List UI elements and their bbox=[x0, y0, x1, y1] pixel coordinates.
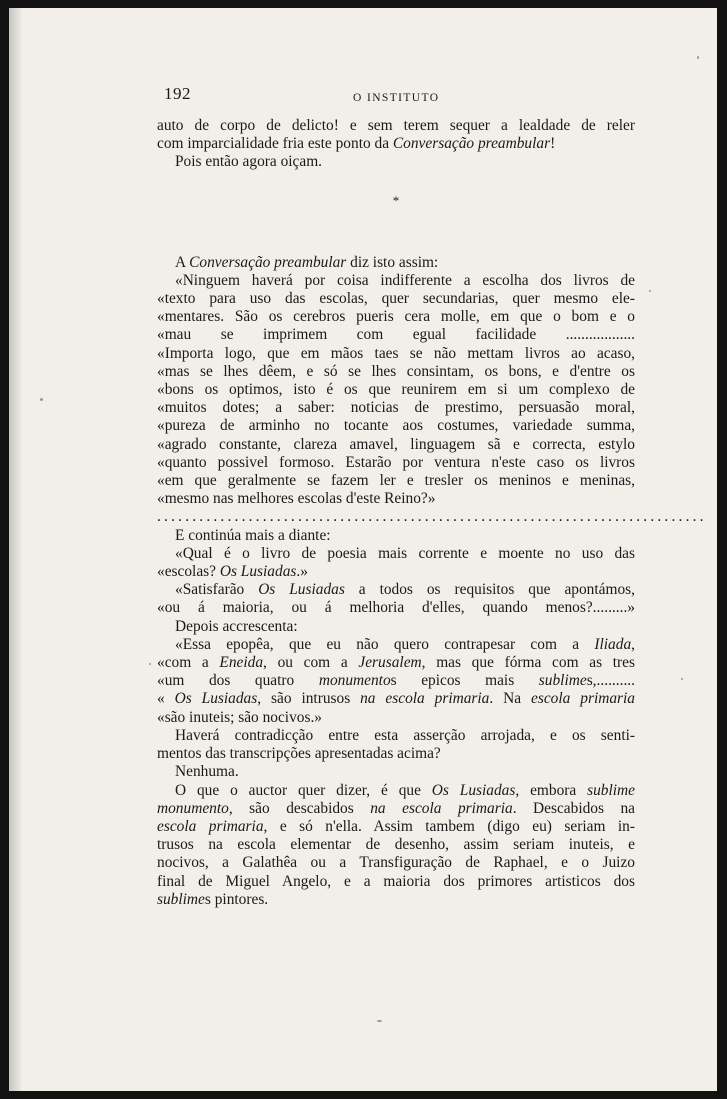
text-line: final de Miguel Angelo, e a maioria dos primores artisticos dos bbox=[157, 872, 635, 890]
text-line: sublimes pintores. bbox=[157, 890, 269, 908]
paper-speck bbox=[649, 290, 651, 292]
paper-speck bbox=[697, 56, 699, 59]
text-line: « Os Lusiadas, são intrusos na escola primaria. Na escola primaria bbox=[157, 690, 635, 708]
section-separator: * bbox=[392, 192, 400, 208]
text-line: «Ninguem haverá por coisa indifferente a escolha dos livros de bbox=[175, 271, 635, 289]
text-line: monumento, são descabidos na escola primaria. Descabidos na bbox=[157, 799, 636, 817]
running-head bbox=[157, 83, 635, 105]
scanned-page bbox=[9, 8, 717, 1091]
text-line: mentos das transcripções apresentadas acima? bbox=[157, 745, 441, 763]
text-line: «mas se lhes dêem, e só se lhes consintam, os bons, e d'entre os bbox=[157, 362, 635, 380]
text-line: escola primaria, e só n'ella. Assim tambem (digo eu) seriam in- bbox=[157, 817, 635, 835]
text-line: «escolas? Os Lusiadas.» bbox=[157, 563, 308, 581]
text-line: A Conversação preambular diz isto assim: bbox=[175, 253, 439, 271]
text-line: Haverá contradicção entre esta asserção arrojada, e os senti- bbox=[175, 726, 635, 744]
text-line: «agrado constante, clareza amavel, linguagem sã e correcta, estylo bbox=[157, 435, 635, 453]
text-line: «Importa logo, que em mãos taes se não mettam livros ao acaso, bbox=[157, 344, 635, 362]
text-line: «Satisfarão Os Lusiadas a todos os requisitos que apontámos, bbox=[175, 581, 635, 599]
paper-speck bbox=[149, 663, 151, 665]
paper-speck bbox=[377, 1020, 382, 1022]
text-line: E continúa mais a diante: bbox=[175, 526, 331, 544]
text-line: trusos na escola elementar de desenho, assim seriam inuteis, e bbox=[157, 836, 635, 854]
text-line: «bons os optimos, isto é os que reunirem em si um complexo de bbox=[157, 381, 635, 399]
text-line: O que o auctor quer dizer, é que Os Lusiadas, embora sublime bbox=[175, 781, 635, 799]
text-line: «em que geralmente se fazem ler e tresler os meninos e meninas, bbox=[157, 472, 635, 490]
text-line: Nenhuma. bbox=[175, 763, 239, 781]
text-line: Depois accrescenta: bbox=[175, 617, 298, 635]
text-line: «Qual é o livro de poesia mais corrente e moente no uso das bbox=[175, 544, 635, 562]
text-line: «texto para uso das escolas, quer secundarias, quer mesmo ele- bbox=[157, 290, 635, 308]
text-line: «são inuteis; são nocivos.» bbox=[157, 708, 323, 726]
page-number: 192 bbox=[164, 84, 191, 103]
text-line: .............................................................................. bbox=[157, 508, 707, 526]
text-line: com imparcialidade fria este ponto da Conversação preambular! bbox=[157, 135, 556, 153]
text-line: «muitos dotes; a saber: noticias de prestimo, persuasão moral, bbox=[157, 399, 635, 417]
journal-title: O INSTITUTO bbox=[353, 92, 440, 104]
text-line: «pureza de arminho no tocante aos costumes, variedade summa, bbox=[157, 417, 635, 435]
text-line: auto de corpo de delicto! e sem terem sequer a lealdade de reler bbox=[157, 117, 635, 134]
text-line: «um dos quatro monumentos epicos mais sublimes,.......... bbox=[157, 672, 636, 690]
paper-speck bbox=[681, 678, 683, 680]
text-line: Pois então agora oiçam. bbox=[175, 153, 323, 171]
text-line: «mesmo nas melhores escolas d'este Reino?» bbox=[157, 490, 436, 508]
page-edge-shadow bbox=[9, 8, 23, 1091]
text-line: «mau se imprimem com egual facilidade .................. bbox=[157, 326, 635, 344]
text-line: nocivos, a Galathêa ou a Transfiguração de Raphael, e o Juizo bbox=[157, 854, 635, 872]
text-line: «Essa epopêa, que eu não quero contrapesar com a Iliada, bbox=[175, 635, 635, 653]
text-line: «quanto possivel formoso. Estarão por ventura n'este caso os livros bbox=[157, 453, 635, 471]
text-line: «ou á maioria, ou á melhoria d'elles, quando menos?.........» bbox=[157, 599, 635, 617]
paragraph-block bbox=[157, 253, 707, 909]
text-line: «com a Eneida, ou com a Jerusalem, mas que fórma com as tres bbox=[157, 654, 635, 672]
page-text bbox=[157, 83, 707, 909]
text-line: «mentares. São os cerebros pueris cera molle, em que o bom e o bbox=[157, 308, 635, 326]
paragraph-block bbox=[157, 117, 635, 172]
paper-speck bbox=[40, 398, 43, 401]
